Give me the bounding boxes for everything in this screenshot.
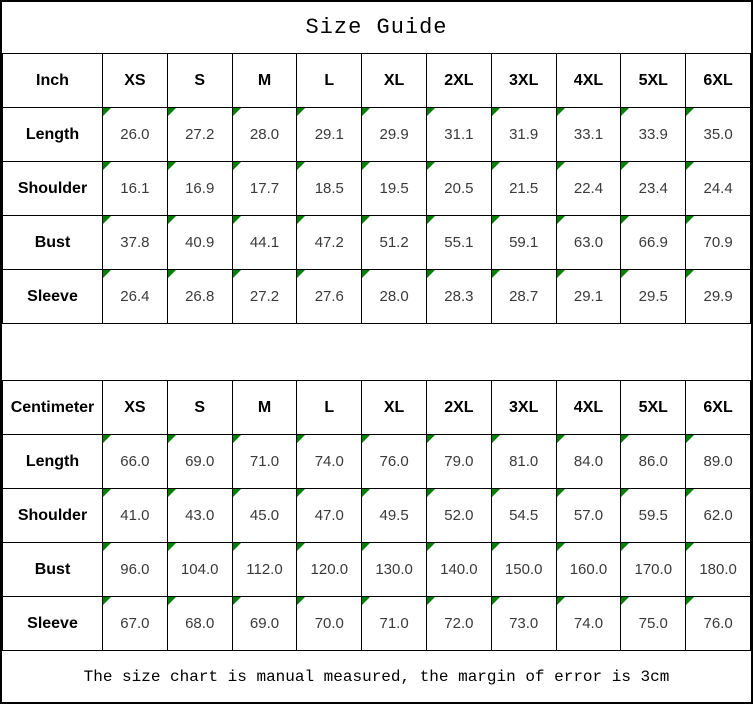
size-value-cell: [686, 216, 751, 270]
cell-flag-icon: [427, 435, 435, 443]
size-value-cell: [491, 162, 556, 216]
cell-flag-icon: [686, 597, 694, 605]
size-value: 31.1: [444, 126, 474, 143]
size-header-cell: 3XL: [491, 381, 556, 435]
size-value: 16.1: [120, 180, 150, 197]
size-value-cell: [103, 597, 168, 651]
size-value: 73.0: [509, 615, 539, 632]
cell-flag-icon: [168, 543, 176, 551]
size-value: 66.9: [638, 234, 668, 251]
size-value-cell: [297, 108, 362, 162]
size-value-cell: [686, 270, 751, 324]
size-value: 18.5: [314, 180, 344, 197]
measure-label-cell: Shoulder: [3, 162, 103, 216]
cell-flag-icon: [621, 543, 629, 551]
cell-flag-icon: [492, 489, 500, 497]
size-value: 120.0: [310, 561, 349, 578]
size-value: 43.0: [185, 507, 215, 524]
size-value: 70.0: [314, 615, 344, 632]
size-value-cell: [103, 108, 168, 162]
size-value-cell: [167, 270, 232, 324]
size-header-cell: S: [167, 381, 232, 435]
size-value-cell: [167, 597, 232, 651]
cell-flag-icon: [686, 543, 694, 551]
size-value: 70.9: [703, 234, 733, 251]
cell-flag-icon: [103, 489, 111, 497]
size-value-cell: [362, 435, 427, 489]
size-value: 28.0: [249, 126, 280, 143]
size-value-cell: [491, 108, 556, 162]
cell-flag-icon: [621, 108, 629, 116]
size-value: 51.2: [379, 234, 409, 251]
size-value-cell: [362, 597, 427, 651]
size-value: 74.0: [314, 453, 344, 470]
cell-flag-icon: [362, 270, 370, 278]
unit-header-cell: Inch: [3, 54, 103, 108]
size-value: 47.0: [314, 507, 344, 524]
size-value-cell: [426, 543, 491, 597]
size-value-cell: [556, 597, 621, 651]
size-value-cell: [426, 489, 491, 543]
size-value-cell: [426, 435, 491, 489]
size-value-cell: [556, 216, 621, 270]
cell-flag-icon: [103, 597, 111, 605]
size-value-cell: [621, 597, 686, 651]
size-value-cell: [556, 435, 621, 489]
cell-flag-icon: [557, 216, 565, 224]
size-value: 140.0: [440, 561, 478, 578]
size-value: 33.1: [573, 126, 604, 143]
size-value-cell: [491, 270, 556, 324]
size-value: 16.9: [185, 180, 215, 197]
size-header-cell: 2XL: [426, 54, 491, 108]
size-header-cell: L: [297, 54, 362, 108]
size-header-cell: 2XL: [426, 381, 491, 435]
size-value: 86.0: [638, 453, 668, 470]
size-value-cell: [232, 216, 297, 270]
cell-flag-icon: [362, 108, 370, 116]
size-value: 130.0: [375, 561, 413, 578]
size-value: 37.8: [120, 234, 150, 251]
cell-flag-icon: [168, 162, 176, 170]
cell-flag-icon: [621, 270, 629, 278]
cell-flag-icon: [233, 162, 241, 170]
size-value: 76.0: [379, 453, 409, 470]
table-header-row: [3, 54, 751, 108]
size-value-cell: [167, 543, 232, 597]
size-value-cell: [556, 489, 621, 543]
size-value-cell: [621, 543, 686, 597]
cell-flag-icon: [686, 108, 694, 116]
size-value-cell: [232, 270, 297, 324]
size-header-cell: XS: [103, 54, 168, 108]
size-value-cell: [491, 489, 556, 543]
cell-flag-icon: [297, 435, 305, 443]
size-value-cell: [362, 489, 427, 543]
size-value-cell: [362, 543, 427, 597]
table-header-row: [3, 381, 751, 435]
size-header-cell: 3XL: [491, 54, 556, 108]
cell-flag-icon: [557, 270, 565, 278]
cell-flag-icon: [103, 162, 111, 170]
size-value: 89.0: [703, 453, 733, 470]
cell-flag-icon: [362, 435, 370, 443]
size-value-cell: [686, 108, 751, 162]
size-value: 71.0: [379, 615, 409, 632]
cell-flag-icon: [492, 543, 500, 551]
cell-flag-icon: [233, 597, 241, 605]
measure-label-cell: Shoulder: [3, 489, 103, 543]
cell-flag-icon: [103, 108, 111, 116]
size-value: 20.5: [444, 180, 474, 197]
size-value-cell: [232, 108, 297, 162]
size-value-cell: [103, 162, 168, 216]
size-value: 180.0: [699, 561, 737, 578]
cell-flag-icon: [362, 162, 370, 170]
size-value: 28.3: [444, 288, 474, 305]
cell-flag-icon: [427, 597, 435, 605]
size-value-cell: [167, 489, 232, 543]
size-header-cell: 4XL: [556, 54, 621, 108]
size-value-cell: [232, 543, 297, 597]
size-value: 52.0: [444, 507, 474, 524]
cell-flag-icon: [233, 435, 241, 443]
cell-flag-icon: [427, 162, 435, 170]
size-value: 69.0: [249, 615, 280, 632]
measure-label-cell: Length: [3, 435, 103, 489]
size-value-cell: [491, 216, 556, 270]
size-value: 33.9: [638, 126, 668, 143]
cell-flag-icon: [168, 270, 176, 278]
size-value: 21.5: [509, 180, 539, 197]
size-value-cell: [426, 108, 491, 162]
size-header-cell: 4XL: [556, 381, 621, 435]
size-value: 26.0: [120, 126, 150, 143]
table-row: [3, 108, 751, 162]
size-value-cell: [426, 162, 491, 216]
size-header-cell: M: [232, 381, 297, 435]
cell-flag-icon: [168, 489, 176, 497]
cell-flag-icon: [297, 108, 305, 116]
size-value: 28.0: [379, 288, 409, 305]
size-value-cell: [621, 162, 686, 216]
size-value-cell: [297, 162, 362, 216]
size-value: 75.0: [638, 615, 668, 632]
cell-flag-icon: [233, 543, 241, 551]
size-header-cell: 5XL: [621, 54, 686, 108]
size-value-cell: [362, 108, 427, 162]
inch-size-table: [2, 53, 751, 324]
size-value-cell: [297, 270, 362, 324]
size-value: 59.1: [509, 234, 539, 251]
cell-flag-icon: [362, 216, 370, 224]
cell-flag-icon: [103, 216, 111, 224]
size-value: 28.7: [509, 288, 539, 305]
size-value: 160.0: [569, 561, 608, 578]
measure-label-cell: Sleeve: [3, 597, 103, 651]
size-value: 59.5: [638, 507, 668, 524]
size-value-cell: [556, 270, 621, 324]
size-value-cell: [426, 270, 491, 324]
size-value-cell: [491, 435, 556, 489]
size-value-cell: [232, 162, 297, 216]
size-header-cell: XL: [362, 54, 427, 108]
size-value-cell: [491, 597, 556, 651]
size-value-cell: [621, 270, 686, 324]
cell-flag-icon: [168, 597, 176, 605]
size-value: 17.7: [249, 180, 280, 197]
size-value: 84.0: [573, 453, 604, 470]
cell-flag-icon: [427, 270, 435, 278]
cell-flag-icon: [233, 216, 241, 224]
size-value-cell: [686, 543, 751, 597]
size-value: 24.4: [703, 180, 733, 197]
size-value-cell: [167, 108, 232, 162]
size-value-cell: [297, 489, 362, 543]
measure-label-cell: Bust: [3, 543, 103, 597]
cell-flag-icon: [492, 162, 500, 170]
size-value: 150.0: [504, 561, 543, 578]
cell-flag-icon: [427, 543, 435, 551]
table-row: [3, 270, 751, 324]
table-row: [3, 435, 751, 489]
size-value: 112.0: [246, 561, 283, 578]
unit-header-cell: Centimeter: [3, 381, 103, 435]
size-value: 170.0: [634, 561, 673, 578]
cell-flag-icon: [621, 435, 629, 443]
table-row: [3, 216, 751, 270]
cell-flag-icon: [297, 543, 305, 551]
size-value-cell: [426, 216, 491, 270]
size-value-cell: [297, 216, 362, 270]
size-value: 41.0: [120, 507, 150, 524]
size-value-cell: [556, 108, 621, 162]
size-value: 27.6: [314, 288, 344, 305]
size-header-cell: 6XL: [686, 54, 751, 108]
size-value-cell: [686, 435, 751, 489]
cell-flag-icon: [297, 270, 305, 278]
table-gap: [2, 324, 751, 380]
cell-flag-icon: [557, 543, 565, 551]
size-value: 29.1: [573, 288, 604, 305]
size-value: 45.0: [249, 507, 280, 524]
size-value: 104.0: [180, 561, 219, 578]
size-value: 40.9: [185, 234, 215, 251]
cell-flag-icon: [686, 216, 694, 224]
size-value-cell: [621, 489, 686, 543]
cell-flag-icon: [427, 489, 435, 497]
size-value-cell: [103, 270, 168, 324]
cell-flag-icon: [362, 543, 370, 551]
cell-flag-icon: [362, 489, 370, 497]
size-value: 96.0: [120, 561, 150, 578]
size-header-cell: L: [297, 381, 362, 435]
size-value: 31.9: [509, 126, 539, 143]
size-value-cell: [297, 597, 362, 651]
cell-flag-icon: [557, 162, 565, 170]
size-value-cell: [103, 543, 168, 597]
cell-flag-icon: [362, 597, 370, 605]
size-value-cell: [556, 162, 621, 216]
size-value-cell: [297, 435, 362, 489]
size-value-cell: [232, 435, 297, 489]
cell-flag-icon: [557, 597, 565, 605]
size-value: 63.0: [573, 234, 604, 251]
cell-flag-icon: [103, 543, 111, 551]
size-value: 66.0: [120, 453, 150, 470]
size-value-cell: [362, 162, 427, 216]
size-value: 54.5: [509, 507, 539, 524]
size-value: 26.4: [120, 288, 150, 305]
size-value-cell: [556, 543, 621, 597]
size-value: 26.8: [185, 288, 215, 305]
size-value-cell: [103, 435, 168, 489]
cell-flag-icon: [297, 489, 305, 497]
size-value-cell: [103, 216, 168, 270]
size-value-cell: [686, 597, 751, 651]
size-value: 57.0: [573, 507, 604, 524]
size-value-cell: [491, 543, 556, 597]
cell-flag-icon: [103, 270, 111, 278]
size-value-cell: [297, 543, 362, 597]
table-row: [3, 162, 751, 216]
size-value: 74.0: [573, 615, 604, 632]
size-header-cell: XS: [103, 381, 168, 435]
size-value: 29.5: [638, 288, 668, 305]
size-value: 67.0: [120, 615, 150, 632]
size-header-cell: M: [232, 54, 297, 108]
size-value-cell: [167, 435, 232, 489]
size-value-cell: [167, 216, 232, 270]
size-value: 35.0: [703, 126, 733, 143]
cell-flag-icon: [233, 270, 241, 278]
cell-flag-icon: [686, 270, 694, 278]
cell-flag-icon: [492, 270, 500, 278]
cell-flag-icon: [233, 489, 241, 497]
size-value: 71.0: [249, 453, 280, 470]
size-value: 29.9: [379, 126, 409, 143]
size-value: 69.0: [185, 453, 215, 470]
cell-flag-icon: [686, 162, 694, 170]
cell-flag-icon: [233, 108, 241, 116]
size-value: 79.0: [444, 453, 474, 470]
size-value-cell: [167, 162, 232, 216]
size-value: 23.4: [638, 180, 668, 197]
size-value: 27.2: [185, 126, 215, 143]
cell-flag-icon: [621, 216, 629, 224]
size-value: 62.0: [703, 507, 733, 524]
cell-flag-icon: [557, 489, 565, 497]
size-value-cell: [621, 216, 686, 270]
cell-flag-icon: [621, 162, 629, 170]
footer-note: The size chart is manual measured, the margin of error is 3cm: [83, 667, 670, 686]
footer-row: [2, 651, 751, 702]
cell-flag-icon: [297, 597, 305, 605]
cell-flag-icon: [621, 597, 629, 605]
cell-flag-icon: [168, 216, 176, 224]
cell-flag-icon: [492, 435, 500, 443]
cell-flag-icon: [621, 489, 629, 497]
size-value-cell: [686, 489, 751, 543]
table-row: [3, 597, 751, 651]
table-row: [3, 489, 751, 543]
size-value-cell: [362, 216, 427, 270]
cell-flag-icon: [297, 162, 305, 170]
measure-label-cell: Sleeve: [3, 270, 103, 324]
size-value: 81.0: [509, 453, 539, 470]
cell-flag-icon: [492, 216, 500, 224]
size-value: 76.0: [703, 615, 733, 632]
cell-flag-icon: [492, 108, 500, 116]
size-value: 29.9: [703, 288, 733, 305]
table-row: [3, 543, 751, 597]
cell-flag-icon: [686, 435, 694, 443]
size-value: 29.1: [314, 126, 344, 143]
size-value-cell: [103, 489, 168, 543]
cell-flag-icon: [686, 489, 694, 497]
size-value: 22.4: [573, 180, 604, 197]
size-value: 49.5: [379, 507, 409, 524]
size-value-cell: [232, 489, 297, 543]
size-value: 27.2: [249, 288, 280, 305]
size-value-cell: [426, 597, 491, 651]
size-value: 55.1: [444, 234, 474, 251]
centimeter-size-table: [2, 380, 751, 651]
size-value: 72.0: [444, 615, 474, 632]
cell-flag-icon: [103, 435, 111, 443]
size-value: 19.5: [379, 180, 409, 197]
size-value-cell: [686, 162, 751, 216]
size-value: 47.2: [314, 234, 344, 251]
cell-flag-icon: [168, 435, 176, 443]
size-value: 44.1: [249, 234, 280, 251]
size-header-cell: XL: [362, 381, 427, 435]
cell-flag-icon: [427, 216, 435, 224]
page-title: Size Guide: [305, 15, 448, 40]
cell-flag-icon: [557, 108, 565, 116]
measure-label-cell: Length: [3, 108, 103, 162]
cell-flag-icon: [557, 435, 565, 443]
size-header-cell: 6XL: [686, 381, 751, 435]
title-row: [2, 2, 751, 53]
size-header-cell: 5XL: [621, 381, 686, 435]
cell-flag-icon: [297, 216, 305, 224]
size-value-cell: [621, 435, 686, 489]
cell-flag-icon: [168, 108, 176, 116]
measure-label-cell: Bust: [3, 216, 103, 270]
size-value: 68.0: [185, 615, 215, 632]
size-value-cell: [232, 597, 297, 651]
cell-flag-icon: [427, 108, 435, 116]
size-header-cell: S: [167, 54, 232, 108]
size-value-cell: [362, 270, 427, 324]
cell-flag-icon: [492, 597, 500, 605]
size-value-cell: [621, 108, 686, 162]
